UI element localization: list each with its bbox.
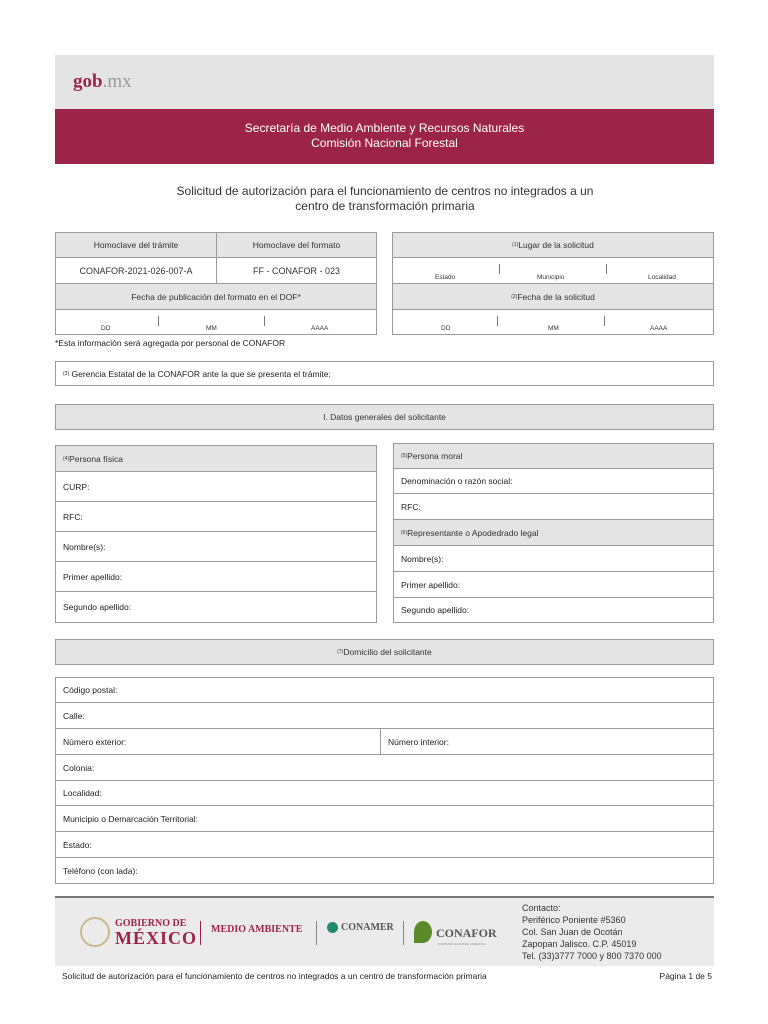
persona-moral-header xyxy=(393,443,714,469)
contact-title: Contacto: xyxy=(522,903,561,913)
rep-primer-apellido-field[interactable]: Primer apellido: xyxy=(393,571,714,598)
logo-divider xyxy=(316,921,317,945)
footer-document-title: Solicitud de autorización para el funcionamiento de centros no integrados a un centro de transformación primaria xyxy=(62,971,487,981)
conafor-text: CONAFOR xyxy=(436,926,497,940)
telefono-field[interactable]: Teléfono (con lada): xyxy=(55,857,714,884)
mexico-emblem-icon xyxy=(80,917,110,947)
separator xyxy=(499,264,500,274)
aaaa-label: AAAA xyxy=(311,325,329,332)
mm-label: MM xyxy=(548,325,559,332)
colonia-field[interactable]: Colonia: xyxy=(55,754,714,781)
pf-curp-field[interactable]: CURP: xyxy=(55,471,377,502)
homoclave-formato-value: FF - CONAFOR - 023 xyxy=(216,257,377,284)
fecha-publicacion-header: Fecha de publicación del formato en el DOF* xyxy=(55,283,377,310)
conamer-logo xyxy=(327,922,394,933)
lugar-label: Lugar de la solicitud xyxy=(518,240,594,250)
localidad-field[interactable]: Localidad: xyxy=(55,780,714,806)
conafor-logo xyxy=(414,917,514,953)
homoclave-tramite-header: Homoclave del trámite xyxy=(55,232,217,258)
logo-main-text: gob xyxy=(73,71,103,92)
homoclave-tramite-value: CONAFOR-2021-026-007-A xyxy=(55,257,217,284)
lugar-field[interactable] xyxy=(392,257,714,284)
contact-info xyxy=(522,902,662,962)
numero-exterior-field[interactable]: Número exterior: xyxy=(55,728,381,755)
homoclave-formato-header: Homoclave del formato xyxy=(216,232,377,258)
dd-label: DD xyxy=(101,325,111,332)
gob-mx-logo[interactable] xyxy=(73,71,132,93)
gobierno-de-mexico-logo xyxy=(80,914,197,952)
gerencia-superscript: (3) xyxy=(63,370,70,377)
fecha-solicitud-label: Fecha de la solicitud xyxy=(517,291,595,302)
codigo-postal-field[interactable]: Código postal: xyxy=(55,677,714,703)
section-datos-generales: I. Datos generales del solicitante xyxy=(55,404,714,430)
estado-field[interactable]: Estado: xyxy=(55,831,714,858)
pf-primer-apellido-field[interactable]: Primer apellido: xyxy=(55,561,377,592)
rep-segundo-apellido-field[interactable]: Segundo apellido: xyxy=(393,597,714,623)
separator xyxy=(497,316,498,326)
representante-header xyxy=(393,519,714,546)
calle-field[interactable]: Calle: xyxy=(55,702,714,729)
municipio-field[interactable]: Municipio o Demarcación Territorial: xyxy=(55,805,714,832)
agency-banner xyxy=(55,109,714,164)
gob-logo-line-2: MÉXICO xyxy=(115,928,197,948)
form-title-line-2: centro de transformación primaria xyxy=(295,199,475,213)
rep-nombre-field[interactable]: Nombre(s): xyxy=(393,545,714,572)
logo-divider xyxy=(200,921,201,945)
fecha-publicacion-field[interactable] xyxy=(55,309,377,335)
persona-fisica-superscript: (4) xyxy=(63,455,70,462)
top-bar xyxy=(55,55,714,109)
contact-address: Periférico Poniente #5360 xyxy=(522,915,626,925)
estado-label: Estado xyxy=(435,274,456,281)
contact-colonia: Col. San Juan de Ocotán xyxy=(522,927,623,937)
logo-divider xyxy=(403,921,404,945)
banner-line-2: Comisión Nacional Forestal xyxy=(311,136,458,150)
contact-phone: Tel. (33)3777 7000 y 800 7370 000 xyxy=(522,951,662,961)
domicilio-title: Domicilio del solicitante xyxy=(343,647,432,657)
gerencia-field[interactable] xyxy=(55,361,714,386)
page-footer xyxy=(62,971,712,981)
conamer-text: CONAMER xyxy=(341,922,394,933)
domicilio-superscript: (7) xyxy=(337,649,344,655)
persona-fisica-title: Persona física xyxy=(69,453,123,464)
separator xyxy=(158,316,159,326)
lugar-superscript: (1) xyxy=(512,242,519,248)
gerencia-label: Gerencia Estatal de la CONAFOR ante la que se presenta el trámite: xyxy=(71,368,331,379)
representante-title: Representante o Apodedrado legal xyxy=(407,527,539,538)
pf-rfc-field[interactable]: RFC: xyxy=(55,501,377,532)
pm-rfc-field[interactable]: RFC: xyxy=(393,493,714,520)
page-number: Página 1 de 5 xyxy=(659,971,712,981)
pf-nombre-field[interactable]: Nombre(s): xyxy=(55,531,377,562)
conamer-icon xyxy=(327,922,338,933)
conafor-tree-icon xyxy=(414,921,432,943)
pf-segundo-apellido-field[interactable]: Segundo apellido: xyxy=(55,591,377,623)
localidad-label: Localidad xyxy=(648,274,676,281)
conafor-note: *Esta información será agregada por personal de CONAFOR xyxy=(55,338,286,348)
domicilio-header xyxy=(55,639,714,665)
fecha-solicitud-field[interactable] xyxy=(392,309,714,335)
separator xyxy=(606,264,607,274)
separator xyxy=(264,316,265,326)
dd-label: DD xyxy=(441,325,451,332)
logo-ext-text: .mx xyxy=(102,71,132,92)
medio-ambiente-logo: MEDIO AMBIENTE xyxy=(211,924,303,935)
banner-line-1: Secretaría de Medio Ambiente y Recursos Naturales xyxy=(244,121,525,135)
contact-city: Zapopan Jalisco. C.P. 45019 xyxy=(522,939,637,949)
lugar-header xyxy=(392,232,714,258)
pm-razon-social-field[interactable]: Denominación o razón social: xyxy=(393,468,714,494)
representante-superscript: (6) xyxy=(401,529,408,536)
form-title-line-1: Solicitud de autorización para el funcionamiento de centros no integrados a un xyxy=(176,184,594,198)
mm-label: MM xyxy=(206,325,217,332)
aaaa-label: AAAA xyxy=(650,325,668,332)
persona-fisica-header xyxy=(55,445,377,472)
gob-logo-line-1: GOBIERNO DE xyxy=(115,918,187,929)
municipio-label: Municipio xyxy=(537,274,565,281)
fecha-solicitud-superscript: (2) xyxy=(511,293,518,300)
form-title xyxy=(100,184,670,214)
persona-moral-title: Persona moral xyxy=(407,451,463,461)
persona-moral-superscript: (5) xyxy=(401,453,408,459)
fecha-solicitud-header xyxy=(392,283,714,310)
numero-interior-field[interactable]: Número interior: xyxy=(380,728,714,755)
separator xyxy=(604,316,605,326)
conafor-subtext: COMISIÓN NACIONAL FORESTAL xyxy=(438,942,486,946)
